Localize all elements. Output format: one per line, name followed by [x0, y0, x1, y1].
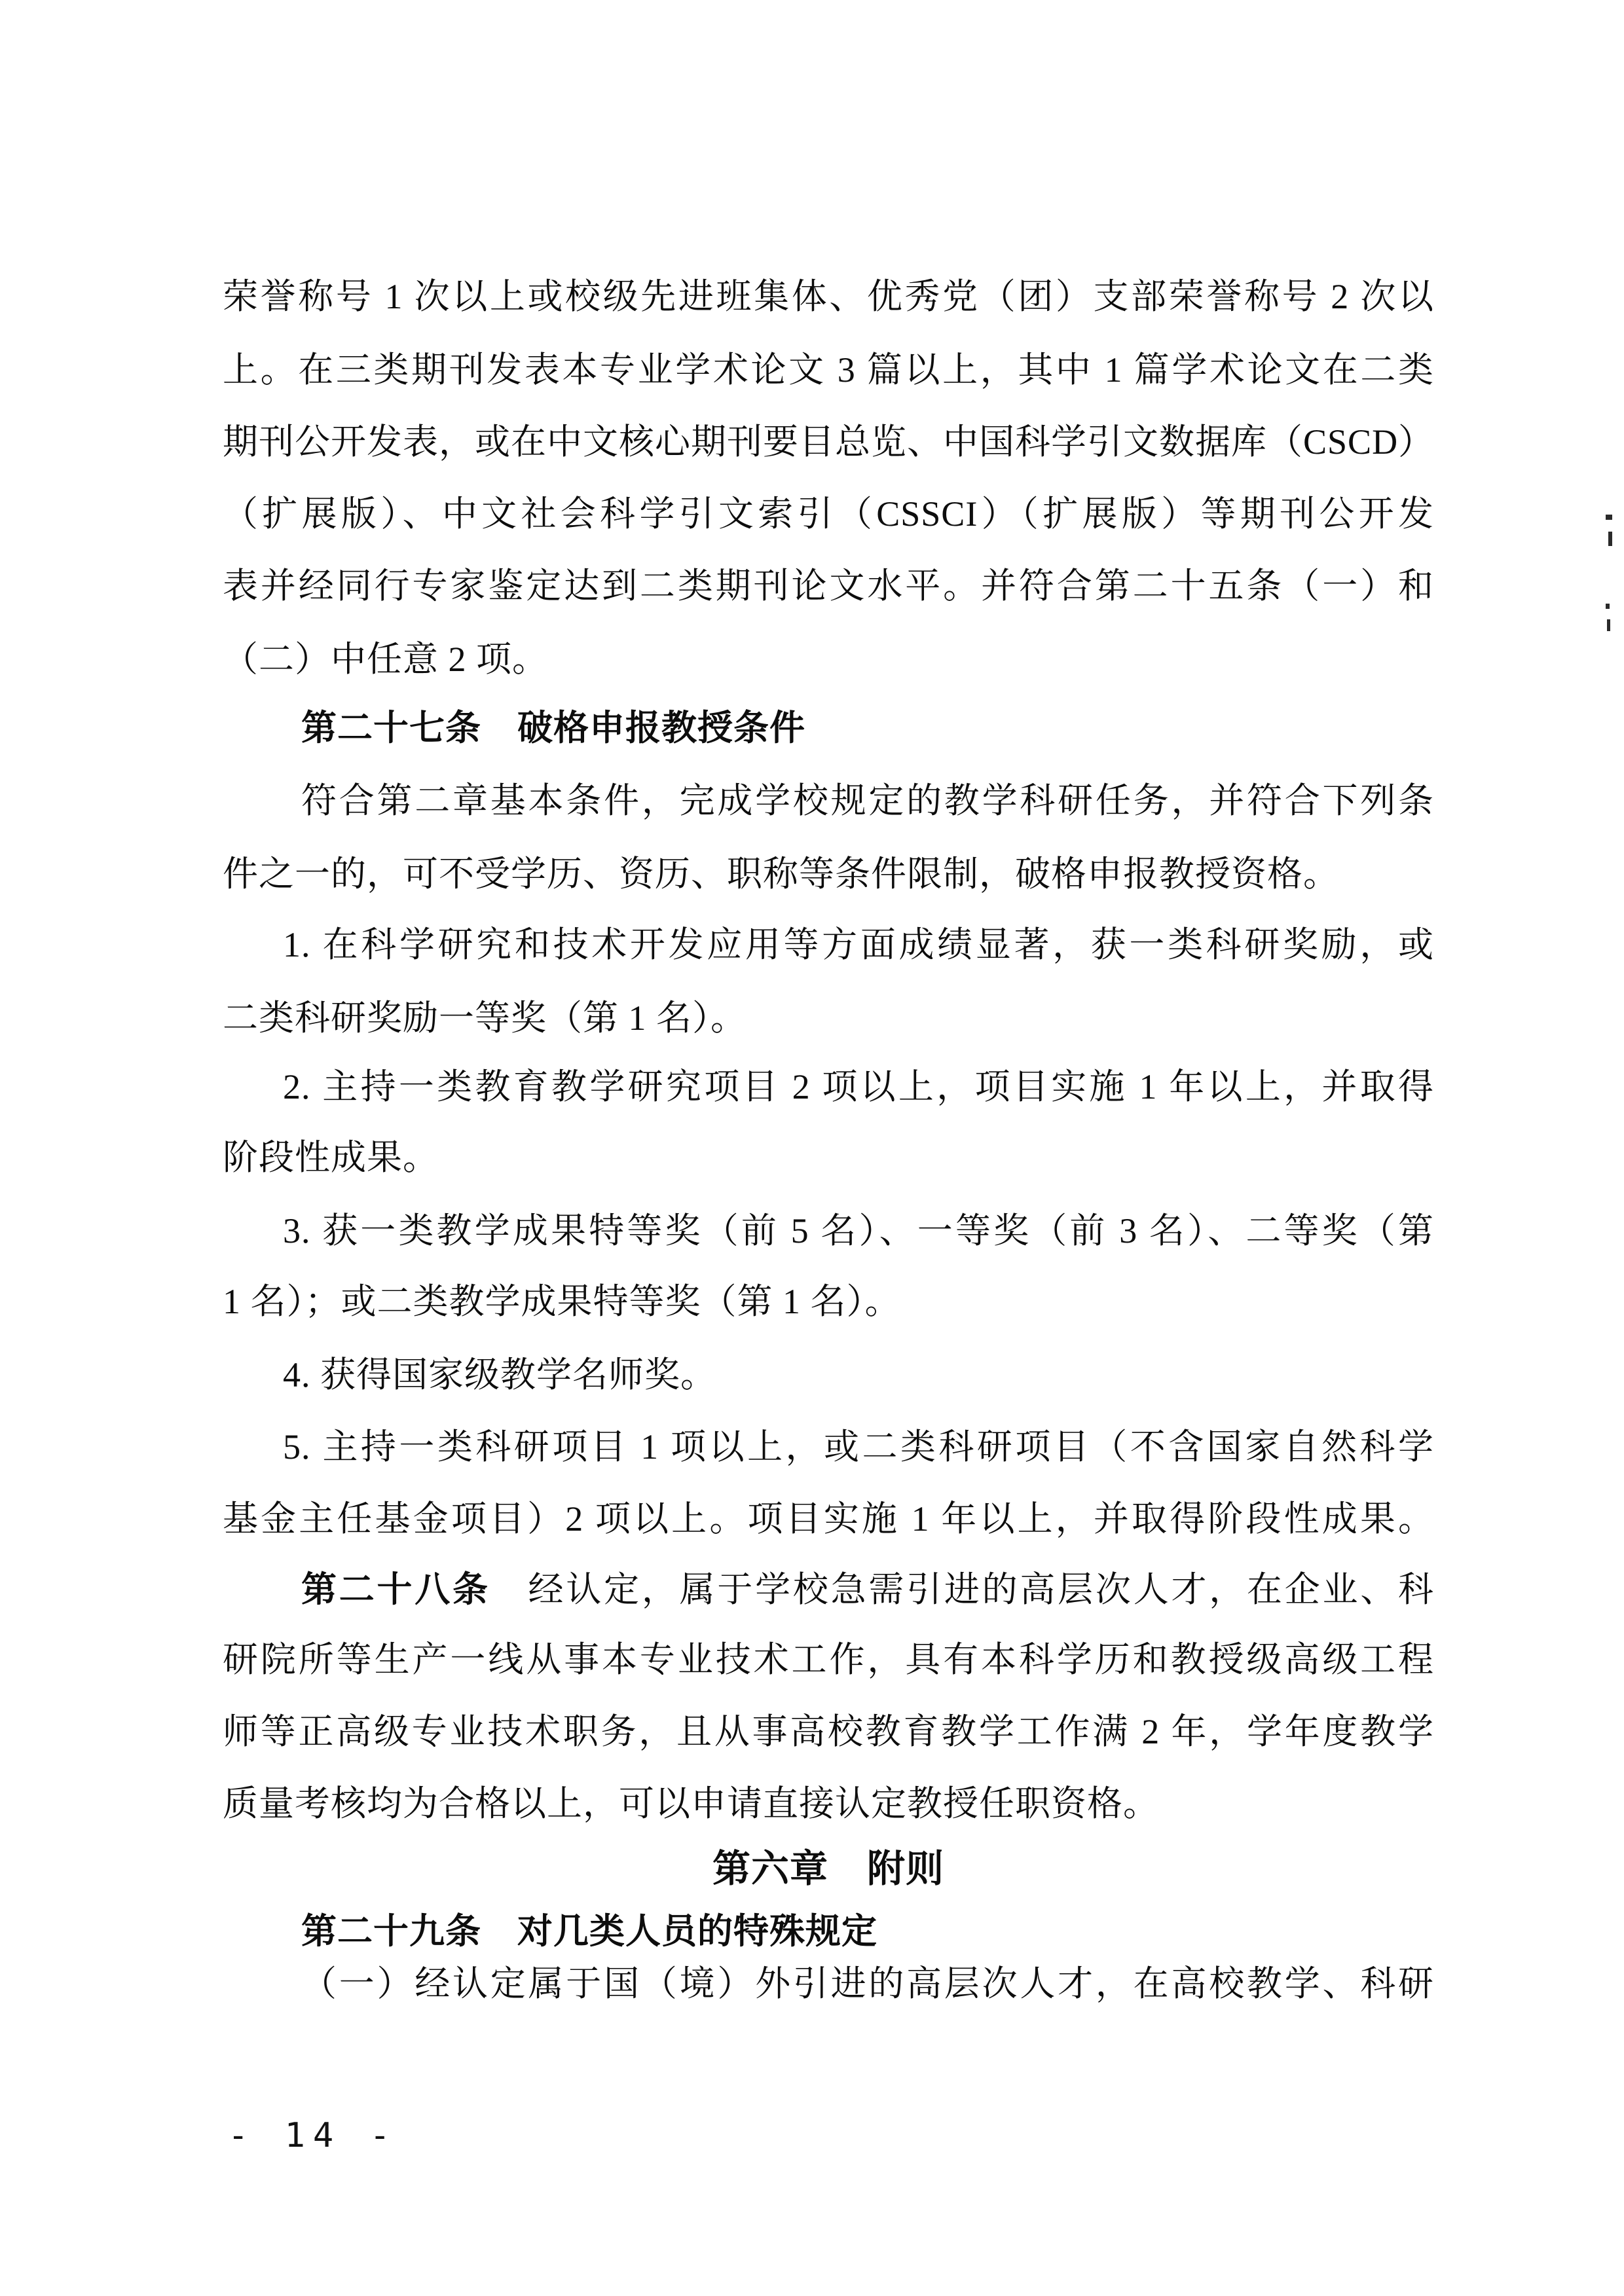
text-line: 表并经同行专家鉴定达到二类期刊论文水平。并符合第二十五条（一）和 [223, 566, 1434, 606]
text-line: 期刊公开发表，或在中文核心期刊要目总览、中国科学引文数据库（CSCD） [223, 422, 1434, 462]
list-item-1: 1. 在科学研究和技术开发应用等方面成绩显著，获一类科研奖励，或 [283, 925, 1434, 964]
text-line: 基金主任基金项目）2 项以上。项目实施 1 年以上，并取得阶段性成果。 [223, 1499, 1434, 1539]
text-line: 研院所等生产一线从事本专业技术工作，具有本科学历和教授级高级工程 [223, 1640, 1434, 1679]
heading-article-27: 第二十七条 破格申报教授条件 [301, 708, 805, 748]
scan-artifact [1608, 532, 1612, 546]
list-item-5: 5. 主持一类科研项目 1 项以上，或二类科研项目（不含国家自然科学 [283, 1427, 1434, 1467]
list-item-3: 3. 获一类教学成果特等奖（前 5 名）、一等奖（前 3 名）、二等奖（第 [283, 1211, 1434, 1250]
text-line: 质量考核均为合格以上，可以申请直接认定教授任职资格。 [223, 1784, 1159, 1823]
text-line: 符合第二章基本条件，完成学校规定的教学科研任务，并符合下列条 [301, 781, 1434, 820]
heading-article-29: 第二十九条 对几类人员的特殊规定 [301, 1912, 877, 1951]
text-line: 师等正高级专业技术职务，且从事高校教育教学工作满 2 年，学年度教学 [223, 1712, 1434, 1751]
text-line: 荣誉称号 1 次以上或校级先进班集体、优秀党（团）支部荣誉称号 2 次以 [223, 277, 1434, 316]
text-line: （一）经认定属于国（境）外引进的高层次人才，在高校教学、科研 [301, 1964, 1434, 2003]
text-line: （二）中任意 2 项。 [223, 640, 548, 679]
scan-artifact [1606, 515, 1612, 520]
heading-chapter-6: 第六章 附则 [712, 1848, 944, 1890]
text-line: 上。在三类期刊发表本专业学术论文 3 篇以上，其中 1 篇学术论文在二类 [223, 350, 1434, 390]
scan-artifact [1607, 619, 1610, 631]
text-line: 阶段性成果。 [223, 1138, 439, 1177]
text-line: 1 名）；或二类教学成果特等奖（第 1 名）。 [223, 1282, 901, 1321]
list-item-2: 2. 主持一类教育教学研究项目 2 项以上，项目实施 1 年以上，并取得 [283, 1067, 1434, 1106]
text-line: 二类科研奖励一等奖（第 1 名）。 [223, 998, 747, 1038]
article-28-number: 第二十八条 [301, 1570, 490, 1609]
page-number: - 14 - [228, 2116, 398, 2155]
text-line: （扩展版）、中文社会科学引文索引（CSSCI）（扩展版）等期刊公开发 [223, 494, 1434, 534]
scan-artifact [1606, 604, 1610, 609]
article-28-lead [223, 1554, 1434, 1626]
article-28-text: 经认定，属于学校急需引进的高层次人才，在企业、科 [490, 1570, 1434, 1609]
list-item-4: 4. 获得国家级教学名师奖。 [283, 1355, 716, 1394]
text-line: 件之一的，可不受学历、资历、职称等条件限制，破格申报教授资格。 [223, 854, 1339, 894]
